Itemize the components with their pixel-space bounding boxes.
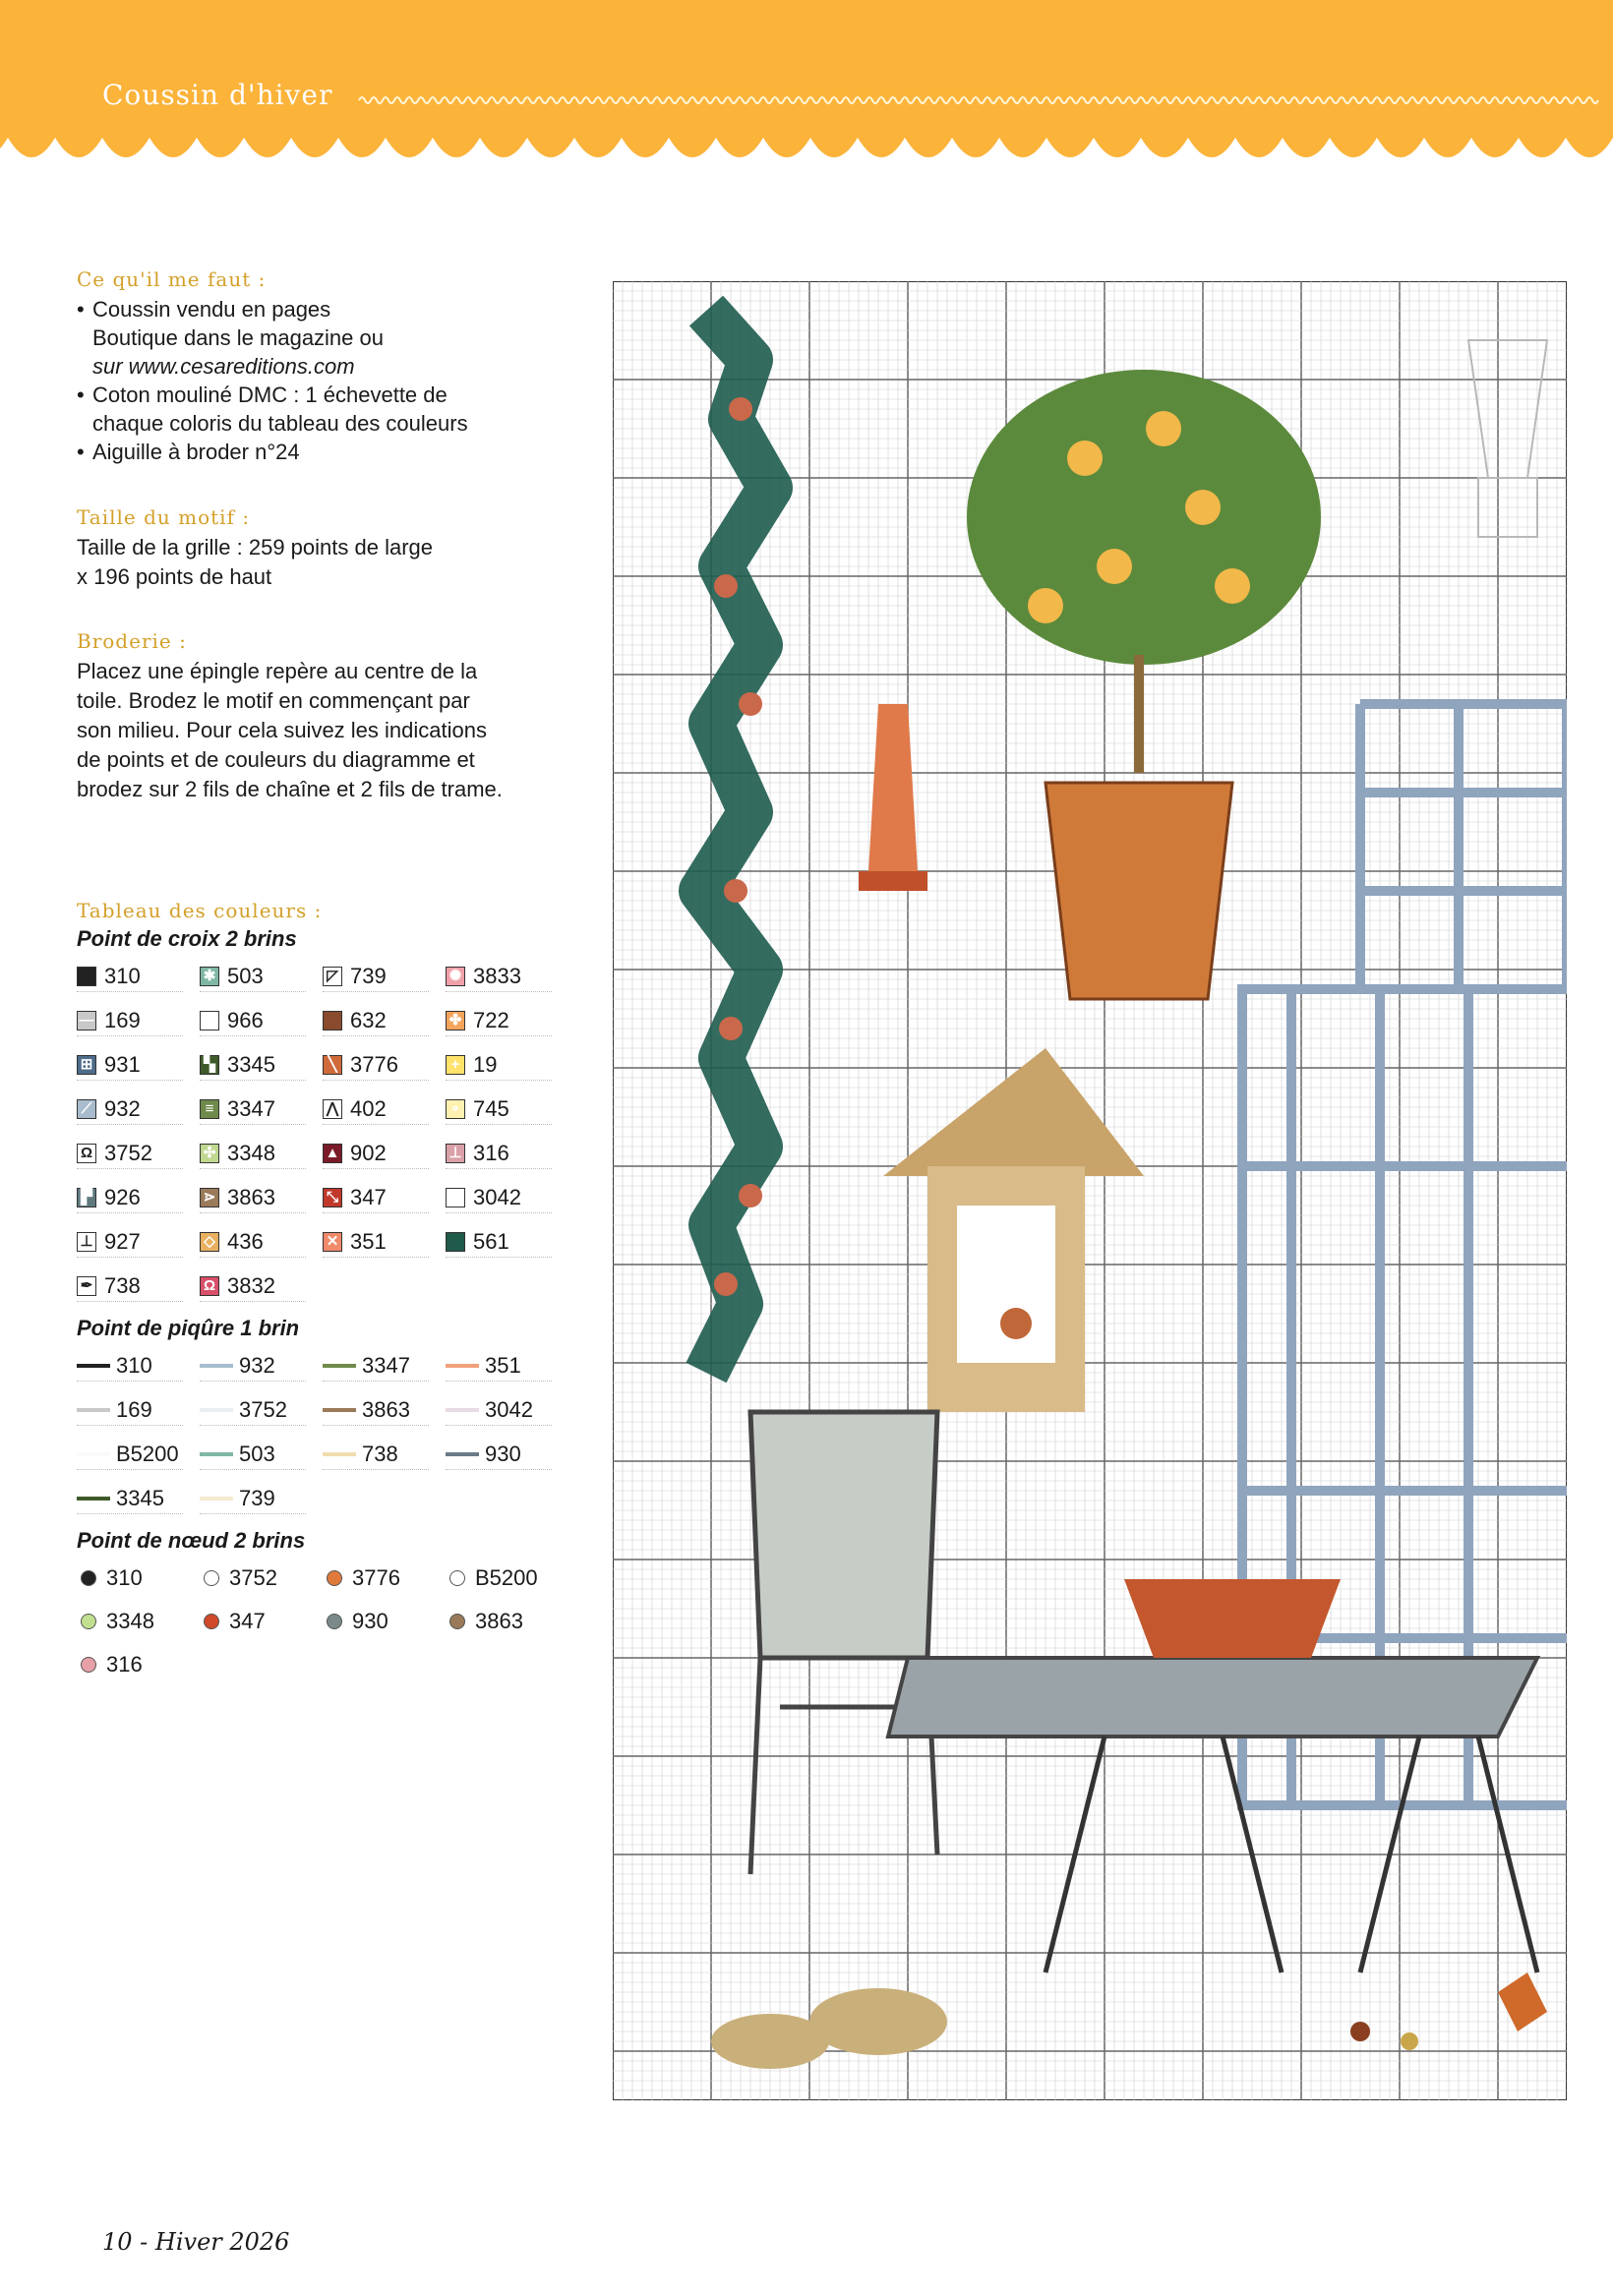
stitch-symbol-icon: ⊥ — [446, 1144, 465, 1163]
embroidery-line: toile. Brodez le motif en commençant par — [77, 688, 470, 713]
dmc-code: 930 — [485, 1442, 521, 1466]
knot-legend-item — [323, 1607, 429, 1636]
dmc-code: 561 — [473, 1229, 509, 1254]
stitch-symbol-icon: Ω — [200, 1276, 219, 1296]
page-title: Coussin d'hiver — [102, 79, 333, 111]
cross-legend-item — [200, 1227, 306, 1258]
backstitch-line-swatch — [323, 1452, 356, 1456]
materials-title: Ce qu'il me faut : — [77, 267, 267, 291]
backstitch-line-swatch — [323, 1408, 356, 1412]
dmc-code: 3776 — [350, 1052, 398, 1077]
stitch-symbol-icon: ✕ — [323, 1232, 342, 1252]
dmc-code: 926 — [104, 1185, 141, 1209]
materials-item: • Aiguille à broder n°24 — [77, 438, 588, 466]
dmc-code: 3752 — [104, 1141, 152, 1165]
back-legend-item — [323, 1395, 429, 1426]
cross-legend-item — [77, 1050, 183, 1081]
dmc-code: 3345 — [227, 1052, 275, 1077]
dmc-code: 3348 — [227, 1141, 275, 1165]
cross-legend-item — [200, 1094, 306, 1125]
dmc-code: 3776 — [352, 1565, 400, 1590]
stitch-symbol-icon — [200, 1011, 219, 1030]
stitch-symbol-icon: ⋀ — [323, 1099, 342, 1119]
knot-dot-swatch — [81, 1570, 96, 1586]
cross-legend-item — [77, 962, 183, 992]
stitch-symbol-icon: ▚ — [200, 1055, 219, 1075]
info-column — [77, 267, 588, 1693]
dmc-code: 932 — [104, 1096, 141, 1121]
stitch-symbol-icon: ✤ — [446, 1011, 465, 1030]
backstitch-title: Point de piqûre 1 brin — [77, 1316, 300, 1340]
dmc-code: 351 — [485, 1353, 521, 1378]
dmc-code: 347 — [229, 1609, 266, 1633]
back-legend-item — [200, 1395, 306, 1426]
dmc-code: 3752 — [239, 1397, 287, 1422]
dmc-code: 931 — [104, 1052, 141, 1077]
dmc-code: 310 — [106, 1565, 143, 1590]
stitch-symbol-icon: + — [446, 1055, 465, 1075]
dmc-code: 19 — [473, 1052, 498, 1077]
back-legend-item — [446, 1440, 552, 1470]
dmc-code: 932 — [239, 1353, 275, 1378]
cross-legend-item — [200, 962, 306, 992]
embroidery-line: Placez une épingle repère au centre de la — [77, 659, 478, 683]
dmc-code: 310 — [116, 1353, 152, 1378]
stitch-symbol-icon: ✱ — [200, 967, 219, 986]
dmc-code: 503 — [227, 964, 264, 988]
dmc-code: 3863 — [362, 1397, 410, 1422]
size-line: Taille de la grille : 259 points de large — [77, 535, 434, 559]
cross-legend-item — [446, 962, 552, 992]
cross-legend-item — [446, 1094, 552, 1125]
backstitch-line-swatch — [77, 1364, 110, 1368]
stitch-symbol-icon: ◇ — [200, 1232, 219, 1252]
cross-legend-item — [323, 1006, 429, 1036]
materials-item: • Coton mouliné DMC : 1 échevette de chaque coloris du tableau des couleurs — [77, 381, 588, 438]
cross-legend-item — [77, 1271, 183, 1302]
cross-legend-item — [323, 1094, 429, 1125]
cross-legend-item — [323, 1139, 429, 1169]
backstitch-line-swatch — [200, 1497, 233, 1501]
back-legend-item — [200, 1351, 306, 1382]
dmc-code: 3347 — [227, 1096, 275, 1121]
page-footer: 10 - Hiver 2026 — [102, 2228, 290, 2256]
cross-legend-item — [323, 962, 429, 992]
stitch-symbol-icon: ✣ — [200, 1144, 219, 1163]
embroidery-title: Broderie : — [77, 629, 187, 653]
dmc-code: 402 — [350, 1096, 387, 1121]
dmc-code: 3752 — [229, 1565, 277, 1590]
back-legend-item — [323, 1351, 429, 1382]
cross-legend-item — [200, 1006, 306, 1036]
cross-stitch-chart — [613, 281, 1567, 2100]
stitch-symbol-icon: ⤡ — [323, 1188, 342, 1207]
dmc-code: 503 — [239, 1442, 275, 1466]
knot-dot-swatch — [81, 1614, 96, 1629]
backstitch-line-swatch — [323, 1364, 356, 1368]
back-legend-item — [77, 1484, 183, 1514]
knot-legend-item — [200, 1607, 306, 1636]
stitch-symbol-icon — [77, 967, 96, 986]
knot-dot-swatch — [81, 1657, 96, 1673]
materials-list — [77, 295, 588, 466]
dmc-code: 745 — [473, 1096, 509, 1121]
backstitch-legend — [77, 1351, 588, 1514]
backstitch-line-swatch — [200, 1408, 233, 1412]
dmc-code: 3345 — [116, 1486, 164, 1510]
embroidery-line: son milieu. Pour cela suivez les indications — [77, 718, 487, 742]
knot-dot-swatch — [327, 1614, 342, 1629]
stitch-symbol-icon — [446, 1188, 465, 1207]
knot-dot-swatch — [327, 1570, 342, 1586]
back-legend-item — [200, 1440, 306, 1470]
stitch-symbol-icon: ✒ — [77, 1276, 96, 1296]
dmc-code: 3833 — [473, 964, 521, 988]
dmc-code: 722 — [473, 1008, 509, 1032]
cross-legend-item — [77, 1094, 183, 1125]
cross-legend-item — [323, 1050, 429, 1081]
backstitch-line-swatch — [200, 1452, 233, 1456]
stitch-symbol-icon: ✺ — [446, 967, 465, 986]
embroidery-line: de points et de couleurs du diagramme et — [77, 747, 475, 772]
french-knot-title: Point de nœud 2 brins — [77, 1528, 306, 1553]
dmc-code: 316 — [473, 1141, 509, 1165]
cross-legend-item — [446, 1050, 552, 1081]
cross-legend-item — [77, 1227, 183, 1258]
knot-legend-item — [200, 1563, 306, 1593]
dmc-code: 3347 — [362, 1353, 410, 1378]
dmc-code: B5200 — [116, 1442, 179, 1466]
dmc-code: 930 — [352, 1609, 388, 1633]
cross-legend-item — [77, 1006, 183, 1036]
colors-title: Tableau des couleurs : — [77, 899, 323, 922]
stitch-symbol-icon: ◸ — [323, 967, 342, 986]
backstitch-line-swatch — [446, 1408, 479, 1412]
back-legend-item — [77, 1351, 183, 1382]
knot-legend-item — [323, 1563, 429, 1593]
dmc-code: 902 — [350, 1141, 387, 1165]
dmc-code: 3832 — [227, 1273, 275, 1298]
dmc-code: 169 — [104, 1008, 141, 1032]
cross-legend-item — [200, 1139, 306, 1169]
knot-legend-item — [77, 1563, 183, 1593]
dmc-code: 310 — [104, 964, 141, 988]
back-legend-item — [77, 1395, 183, 1426]
dmc-code: 3042 — [485, 1397, 533, 1422]
header-band — [0, 0, 1613, 172]
back-legend-item — [446, 1395, 552, 1426]
stitch-symbol-icon — [323, 1011, 342, 1030]
dmc-code: 738 — [362, 1442, 398, 1466]
cross-legend-item — [323, 1183, 429, 1213]
french-knot-legend — [77, 1563, 588, 1679]
cross-legend-item — [200, 1050, 306, 1081]
cross-stitch-legend — [77, 962, 588, 1302]
cross-legend-item — [446, 1183, 552, 1213]
website-link[interactable]: sur www.cesareditions.com — [92, 354, 355, 379]
dmc-code: 927 — [104, 1229, 141, 1254]
backstitch-line-swatch — [446, 1364, 479, 1368]
stitch-symbol-icon: ⊥ — [77, 1232, 96, 1252]
cross-legend-item — [77, 1183, 183, 1213]
size-line: x 196 points de haut — [77, 564, 272, 589]
dmc-code: 739 — [239, 1486, 275, 1510]
size-title: Taille du motif : — [77, 505, 251, 529]
dmc-code: 966 — [227, 1008, 264, 1032]
knot-legend-item — [446, 1607, 552, 1636]
stitch-symbol-icon: ⊞ — [77, 1055, 96, 1075]
backstitch-line-swatch — [446, 1452, 479, 1456]
dmc-code: 3348 — [106, 1609, 154, 1633]
stitch-symbol-icon: ▲ — [323, 1144, 342, 1163]
knot-legend-item — [77, 1650, 183, 1679]
stitch-symbol-icon: ╲ — [323, 1055, 342, 1075]
backstitch-line-swatch — [77, 1452, 110, 1456]
stitch-symbol-icon: ⋗ — [200, 1188, 219, 1207]
knot-dot-swatch — [449, 1570, 465, 1586]
dmc-code: 3863 — [227, 1185, 275, 1209]
dmc-code: 739 — [350, 964, 387, 988]
dmc-code: 3042 — [473, 1185, 521, 1209]
stitch-symbol-icon: — — [77, 1011, 96, 1030]
backstitch-line-swatch — [200, 1364, 233, 1368]
backstitch-line-swatch — [77, 1497, 110, 1501]
back-legend-item — [446, 1351, 552, 1382]
cross-legend-item — [77, 1139, 183, 1169]
back-legend-item — [323, 1440, 429, 1470]
cross-legend-item — [446, 1227, 552, 1258]
backstitch-line-swatch — [77, 1408, 110, 1412]
knot-dot-swatch — [449, 1614, 465, 1629]
materials-item: • Coussin vendu en pages Boutique dans le magazine ou sur www.cesareditions.com — [77, 295, 588, 381]
back-legend-item — [200, 1484, 306, 1514]
cross-legend-item — [323, 1227, 429, 1258]
stitch-symbol-icon: ≡ — [200, 1099, 219, 1119]
dmc-code: B5200 — [475, 1565, 538, 1590]
cross-legend-item — [446, 1006, 552, 1036]
cross-legend-item — [200, 1271, 306, 1302]
knot-legend-item — [446, 1563, 552, 1593]
dmc-code: 351 — [350, 1229, 387, 1254]
dmc-code: 169 — [116, 1397, 152, 1422]
stitch-symbol-icon: ⟋ — [77, 1099, 96, 1119]
cross-legend-item — [200, 1183, 306, 1213]
stitch-symbol-icon: ▛ — [77, 1188, 96, 1207]
stitch-symbol-icon: ∘ — [446, 1099, 465, 1119]
embroidery-line: brodez sur 2 fils de chaîne et 2 fils de trame. — [77, 777, 503, 801]
stitch-symbol-icon — [446, 1232, 465, 1252]
dmc-code: 347 — [350, 1185, 387, 1209]
knot-dot-swatch — [204, 1570, 219, 1586]
stitch-symbol-icon: Ω — [77, 1144, 96, 1163]
dmc-code: 738 — [104, 1273, 141, 1298]
knot-dot-swatch — [204, 1614, 219, 1629]
dmc-code: 436 — [227, 1229, 264, 1254]
knot-legend-item — [77, 1607, 183, 1636]
dmc-code: 3863 — [475, 1609, 523, 1633]
cross-stitch-title: Point de croix 2 brins — [77, 926, 297, 951]
dmc-code: 316 — [106, 1652, 143, 1677]
back-legend-item — [77, 1440, 183, 1470]
dmc-code: 632 — [350, 1008, 387, 1032]
cross-legend-item — [446, 1139, 552, 1169]
